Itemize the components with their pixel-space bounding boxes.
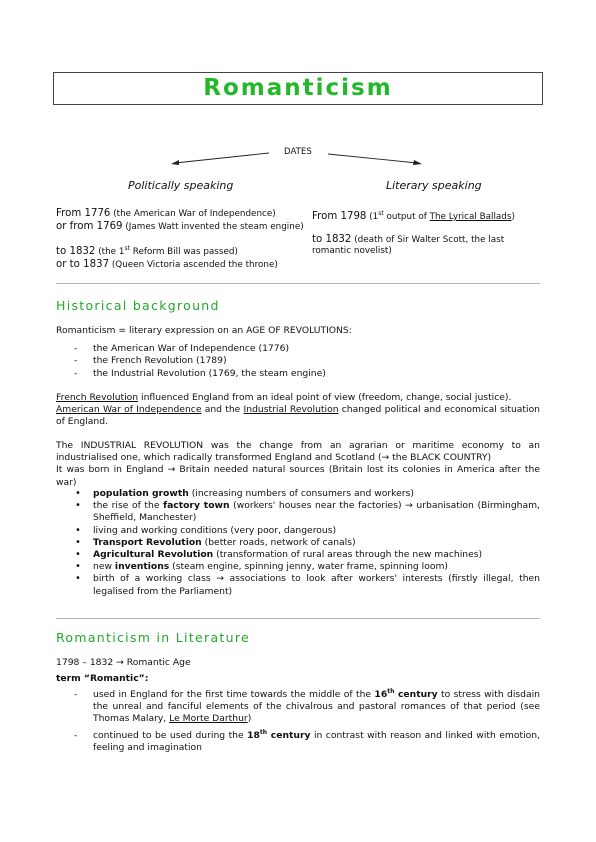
romantic-age-line: 1798 – 1832 → Romantic Age [56, 657, 191, 668]
page-title: Romanticism [203, 75, 393, 102]
bullet-text: new [93, 561, 115, 573]
list-item [56, 525, 540, 537]
list-item [56, 549, 540, 561]
list-item: - the Industrial Revolution (1769, the steam engine) [56, 368, 540, 380]
dates-label: DATES [284, 147, 312, 157]
bullet-text: birth of a working class → associations to look after workers' interests (firstly illegal, then legalised from the Parliament) [93, 573, 540, 597]
bullet-text: (better roads, network of canals) [201, 536, 356, 548]
date-note: ) [511, 211, 515, 222]
bullet-bold: Transport Revolution [93, 536, 202, 548]
date-note: (the American War of Independence) [110, 209, 276, 219]
french-revolution-link: French Revolution [56, 392, 139, 403]
term-romantic-label: term “Romantic”: [56, 673, 149, 685]
date-note: (the 1 [95, 247, 125, 258]
industrial-paragraph [56, 440, 540, 489]
paragraph-text: changed political and economical situation of England. [56, 404, 541, 428]
historical-intro: Romanticism = literary expression on an AGE OF REVOLUTIONS: [56, 325, 352, 336]
date-main: or from 1769 [56, 220, 123, 232]
american-war-link: American War of Independence [56, 404, 202, 416]
bullet-text: (increasing numbers of consumers and workers) [188, 488, 414, 499]
item-text: continued to be used during the [93, 729, 248, 741]
item-bold: century [394, 689, 438, 700]
list-item [56, 689, 540, 726]
item-bold: 16 [374, 689, 388, 700]
list-item [56, 573, 540, 597]
date-note: (Queen Victoria ascended the throne) [109, 259, 278, 270]
list-item [56, 561, 540, 573]
paragraph-text: and the [201, 404, 244, 416]
list-item: - the French Revolution (1789) [56, 355, 540, 367]
literature-body [56, 657, 540, 685]
list-item: - the American War of Independence (1776) [56, 343, 540, 355]
item-sup: th [387, 687, 395, 695]
dates-arrows-icon [165, 148, 435, 170]
list-item [56, 488, 540, 500]
literature-heading: Romanticism in Literature [56, 630, 250, 645]
bullet-bold: factory town [163, 500, 230, 512]
list-item [56, 537, 540, 549]
industrial-revolution-link: Industrial Revolution [243, 404, 339, 416]
paragraph-text: The INDUSTRIAL REVOLUTION was the change from an agrarian or maritime economy to an industrialised one, which radically transformed England and Scotland (→ the BLACK COUNTRY) [56, 440, 540, 464]
bullet-text: (workers' houses near the factories) → urbanisation (Birmingham, Sheffield, Manchester) [93, 500, 540, 524]
section-divider [56, 618, 540, 619]
politically-heading: Politically speaking [128, 179, 234, 192]
section-divider [56, 283, 540, 284]
paragraph-text: It was born in England → Britain needed natural sources (Britain lost its colonies in America after the war) [56, 464, 540, 488]
historical-body [56, 325, 540, 380]
date-note: output of [383, 211, 430, 222]
term-usage-list [56, 689, 540, 754]
item-text: to stress with disdain the unreal and fanciful elements of the chivalrous and pastoral romances of that period (see Thomas Malary, [93, 689, 540, 725]
revolutions-paragraph [56, 392, 540, 429]
bullet-text: living and working conditions (very poor, dangerous) [93, 524, 337, 536]
revolutions-list [56, 343, 540, 380]
lyrical-ballads-title: The Lyrical Ballads [429, 211, 512, 222]
literary-heading: Literary speaking [386, 179, 482, 192]
item-bold: century [267, 729, 311, 741]
literary-dates [312, 208, 542, 266]
date-main: From 1776 [56, 208, 111, 219]
title-box [53, 72, 543, 105]
date-main: From 1798 [312, 210, 367, 222]
paragraph-text: influenced England from an ideal point of view (freedom, change, social justice). [138, 392, 512, 403]
date-note: (James Watt invented the steam engine) [122, 221, 304, 232]
date-note: (death of Sir Walter Scott, the last romantic novelist) [312, 234, 505, 257]
political-dates [56, 208, 306, 279]
item-text: used in England for the first time towards the middle of the [93, 689, 375, 700]
item-bold: 18 [247, 729, 260, 741]
bullet-text: (transformation of rural areas through the new machines) [213, 549, 483, 561]
bullet-bold: population growth [93, 488, 189, 499]
item-text: ) [247, 713, 252, 725]
date-note: Reform Bill was passed) [129, 247, 238, 258]
list-item [56, 500, 540, 524]
date-main: to 1832 [312, 233, 352, 245]
bullet-bold: inventions [114, 561, 170, 573]
date-sup: st [124, 245, 130, 253]
bullet-text: the rise of the [93, 500, 164, 512]
date-note: (1 [366, 211, 379, 222]
historical-heading: Historical background [56, 298, 220, 313]
item-sup: th [259, 728, 268, 736]
bullet-bold: Agricultural Revolution [93, 549, 214, 561]
bullet-text: (steam engine, spinning jenny, water frame, spinning loom) [169, 561, 449, 573]
industrial-effects-list [56, 488, 540, 598]
le-morte-darthur-title: Le Morte Darthur [169, 713, 248, 725]
date-main: to 1832 [56, 246, 96, 258]
date-main: or to 1837 [56, 258, 110, 270]
item-text: in contrast with reason and linked with emotion, feeling and imagination [93, 729, 541, 753]
date-sup: st [378, 210, 384, 217]
list-item [56, 730, 540, 754]
